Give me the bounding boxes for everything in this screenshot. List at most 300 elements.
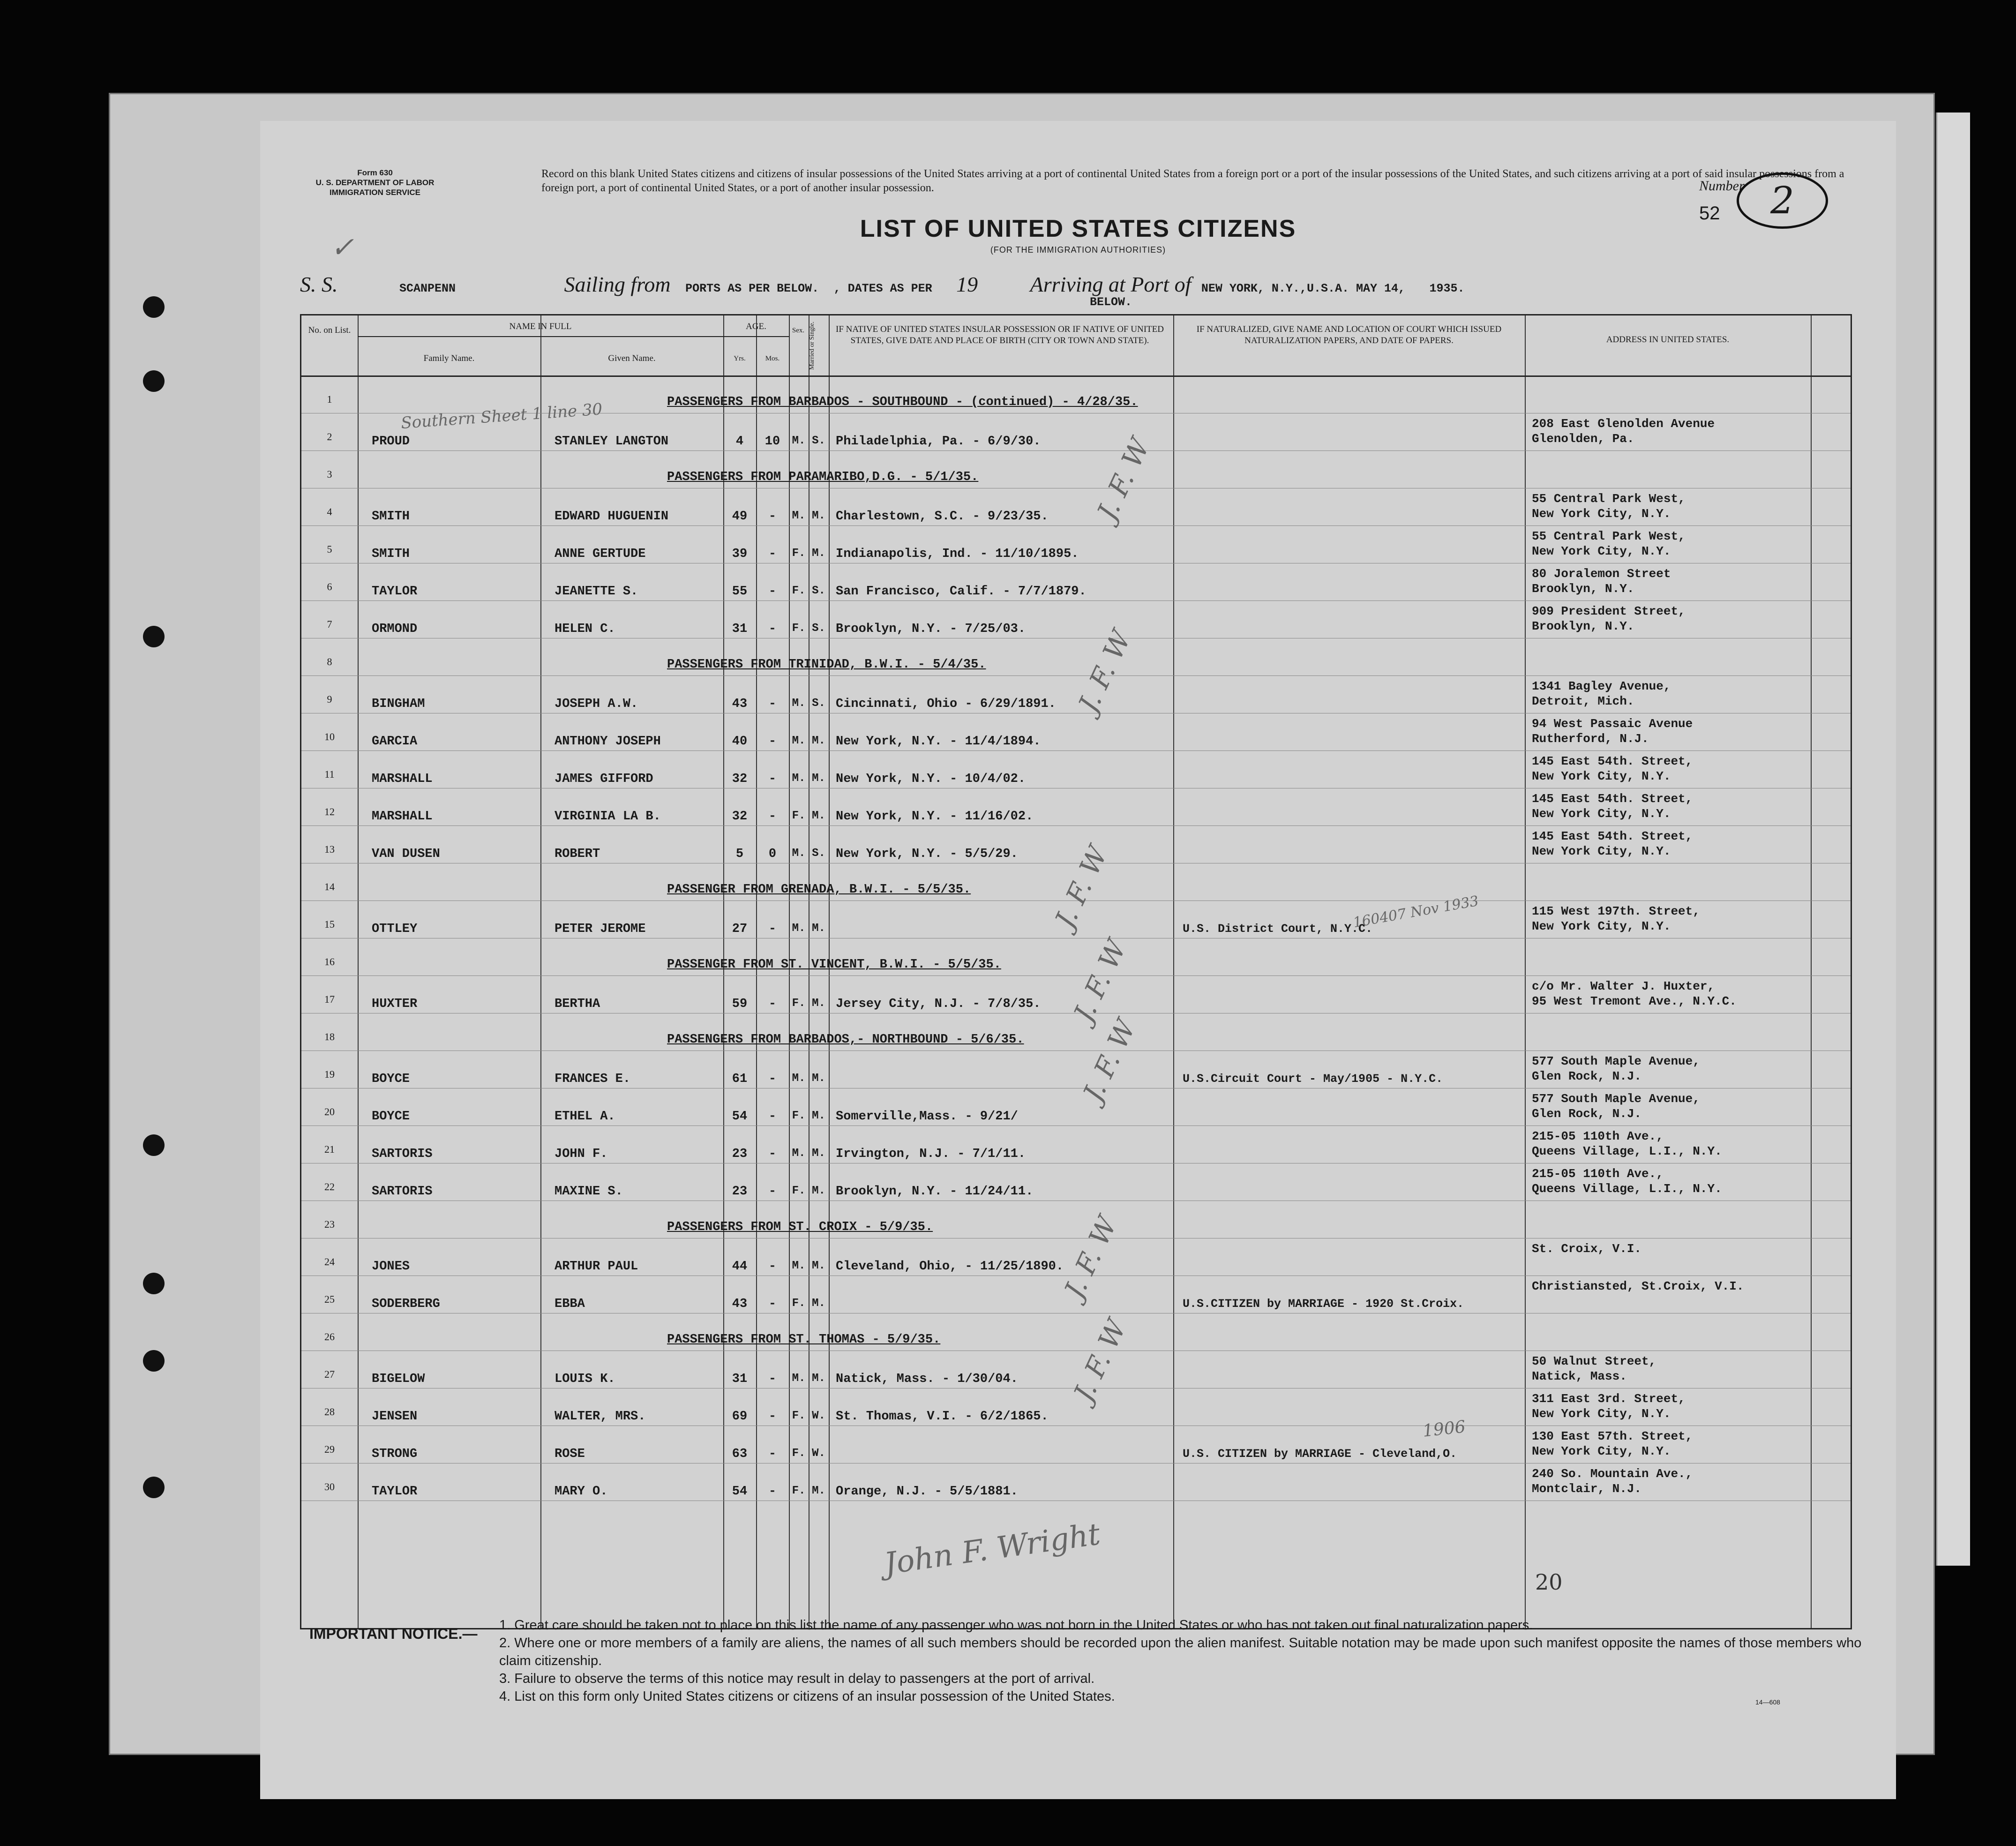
form-code: 14—608 <box>1755 1698 1780 1706</box>
column-rule <box>1173 315 1174 1628</box>
row-number: 30 <box>324 1481 335 1493</box>
family-name: ORMOND <box>372 622 418 636</box>
marital-status: W. <box>812 1447 825 1460</box>
sex: F. <box>792 622 806 635</box>
pencil-initials: J. F. W <box>1067 935 1133 1027</box>
page-subtitle: (FOR THE IMMIGRATION AUTHORITIES) <box>990 245 1166 255</box>
address-line-1: 94 West Passaic Avenue <box>1532 717 1693 731</box>
age-months: - <box>768 1260 777 1274</box>
given-name: EBBA <box>555 1297 585 1311</box>
address-line-1: St. Croix, V.I. <box>1532 1242 1642 1256</box>
family-name: BOYCE <box>372 1072 410 1086</box>
family-name: JONES <box>372 1260 410 1274</box>
age-years: 31 <box>732 622 748 636</box>
row-rule <box>301 525 1851 526</box>
row-number: 26 <box>324 1331 335 1343</box>
column-rule <box>1811 315 1812 1628</box>
given-name: STANLEY LANGTON <box>555 435 669 449</box>
family-name: BINGHAM <box>372 697 425 711</box>
address-line-1: 145 East 54th. Street, <box>1532 829 1693 843</box>
number-circled: 2 <box>1737 173 1828 229</box>
section-heading: PASSENGERS FROM BARBADOS,- NORTHBOUND - 5/6/35. <box>667 1033 1024 1047</box>
pencil-note-row1: Southern Sheet 1 line 30 <box>400 400 603 433</box>
section-heading: PASSENGER FROM GRENADA, B.W.I. - 5/5/35. <box>667 883 971 897</box>
age-months: - <box>768 1297 777 1311</box>
address-line-1: 50 Walnut Street, <box>1532 1354 1656 1368</box>
age-months: - <box>768 697 777 711</box>
row-number: 22 <box>324 1181 335 1193</box>
address-line-2: New York City, N.Y. <box>1532 844 1671 858</box>
marital-status: M. <box>812 922 825 935</box>
family-name: TAYLOR <box>372 1485 418 1499</box>
age-years: 63 <box>732 1447 748 1461</box>
sex: M. <box>792 435 806 447</box>
family-name: GARCIA <box>372 735 418 749</box>
birth-info: Charlestown, S.C. - 9/23/35. <box>836 510 1049 524</box>
page-stamp: 52 <box>1699 203 1720 224</box>
age-years: 32 <box>732 810 748 824</box>
marital-status: M. <box>812 1372 825 1385</box>
row-number: 11 <box>324 768 335 780</box>
birth-info: Brooklyn, N.Y. - 11/24/11. <box>836 1185 1034 1199</box>
row-number: 9 <box>327 693 332 705</box>
sex: F. <box>792 1110 806 1122</box>
adjacent-page-edge <box>1936 113 1970 1566</box>
birth-info: Indianapolis, Ind. - 11/10/1895. <box>836 547 1079 561</box>
family-name: OTTLEY <box>372 922 418 936</box>
sailing-dates: , DATES AS PER <box>833 282 932 295</box>
family-name: SARTORIS <box>372 1185 433 1199</box>
age-months: - <box>768 772 777 786</box>
age-years: 23 <box>732 1147 748 1161</box>
binder-hole <box>143 626 165 647</box>
address-line-1: 909 President Street, <box>1532 604 1686 618</box>
given-name: WALTER, MRS. <box>555 1410 646 1424</box>
given-name: BERTHA <box>555 997 600 1011</box>
form-number: Form 630 <box>357 168 393 177</box>
form-id-block <box>305 168 445 197</box>
address-line-2: Rutherford, N.J. <box>1532 732 1649 746</box>
sailing-from: PORTS AS PER BELOW. <box>685 282 819 295</box>
address-line-1: 130 East 57th. Street, <box>1532 1429 1693 1443</box>
sex: M. <box>792 772 806 785</box>
address-line-1: 311 East 3rd. Street, <box>1532 1392 1686 1406</box>
sex: F. <box>792 547 806 560</box>
birth-info: Orange, N.J. - 5/5/1881. <box>836 1485 1018 1499</box>
address-line-2: New York City, N.Y. <box>1532 507 1671 521</box>
sex: F. <box>792 1485 806 1497</box>
given-name: ROSE <box>555 1447 585 1461</box>
marital-status: M. <box>812 510 825 522</box>
birth-info: Philadelphia, Pa. - 6/9/30. <box>836 435 1041 449</box>
sex: M. <box>792 847 806 860</box>
address-line-2: 95 West Tremont Ave., N.Y.C. <box>1532 994 1737 1008</box>
row-number: 3 <box>327 468 332 480</box>
sex: F. <box>792 585 806 597</box>
pencil-initials: J. F. W <box>1049 841 1114 933</box>
given-name: PETER JEROME <box>555 922 646 936</box>
birth-info: Cleveland, Ohio, - 11/25/1890. <box>836 1260 1064 1274</box>
age-months: - <box>768 1372 777 1386</box>
binder-hole <box>143 1350 165 1372</box>
address-line-2: Queens Village, L.I., N.Y. <box>1532 1182 1722 1196</box>
notice-item: 1. Great care should be taken not to place on this list the name of any passenger who was not born in the United States or who has not taken out final naturalization papers. <box>499 1618 1533 1633</box>
birth-info: San Francisco, Calif. - 7/7/1879. <box>836 585 1087 599</box>
arrival-year: 1935. <box>1429 282 1465 295</box>
number-label: Number <box>1699 178 1745 194</box>
row-number: 21 <box>324 1143 335 1155</box>
age-years: 55 <box>732 585 748 599</box>
marital-status: S. <box>812 622 825 635</box>
marital-status: M. <box>812 772 825 785</box>
row-number: 20 <box>324 1106 335 1118</box>
arrival-port: NEW YORK, N.Y.,U.S.A. MAY 14, <box>1201 282 1405 295</box>
sex: M. <box>792 510 806 522</box>
address-line-2: Glen Rock, N.J. <box>1532 1107 1642 1121</box>
given-name: JAMES GIFFORD <box>555 772 653 786</box>
marital-status: M. <box>812 810 825 822</box>
passenger-table <box>300 314 1852 1629</box>
row-number: 4 <box>327 506 332 518</box>
header-divider <box>301 375 1851 377</box>
birth-info: New York, N.Y. - 5/5/29. <box>836 847 1018 861</box>
section-heading: PASSENGERS FROM TRINIDAD, B.W.I. - 5/4/35. <box>667 658 986 672</box>
marital-status: M. <box>812 1072 825 1085</box>
family-name: BOYCE <box>372 1110 410 1124</box>
age-years: 31 <box>732 1372 748 1386</box>
row-number: 29 <box>324 1443 335 1455</box>
column-rule <box>1525 315 1526 1628</box>
birth-info: New York, N.Y. - 11/16/02. <box>836 810 1034 824</box>
age-months: 0 <box>768 847 777 861</box>
age-months: - <box>768 922 777 936</box>
naturalization-info: U.S.Circuit Court - May/1905 - N.Y.C. <box>1183 1072 1443 1086</box>
marital-status: S. <box>812 435 825 447</box>
sex: F. <box>792 1185 806 1197</box>
sex: F. <box>792 997 806 1010</box>
given-name: ETHEL A. <box>555 1110 615 1124</box>
row-number: 1 <box>327 393 332 405</box>
age-years: 27 <box>732 922 748 936</box>
family-name: JENSEN <box>372 1410 418 1424</box>
age-years: 32 <box>732 772 748 786</box>
family-name: SODERBERG <box>372 1297 440 1311</box>
age-subdivider <box>723 336 789 337</box>
address-line-1: 1341 Bagley Avenue, <box>1532 679 1671 693</box>
naturalization-info: U.S. District Court, N.Y.C. <box>1183 922 1373 936</box>
age-months: - <box>768 1072 777 1086</box>
address-line-1: 577 South Maple Avenue, <box>1532 1092 1700 1106</box>
sex: M. <box>792 697 806 710</box>
age-months: - <box>768 810 777 824</box>
age-years: 43 <box>732 697 748 711</box>
pencil-initials: J. F. W <box>1077 1014 1142 1106</box>
marital-status: M. <box>812 1185 825 1197</box>
row-number: 17 <box>324 993 335 1005</box>
given-name: ROBERT <box>555 847 600 861</box>
row-number: 6 <box>327 581 332 593</box>
age-years: 59 <box>732 997 748 1011</box>
birth-info: Jersey City, N.J. - 7/8/35. <box>836 997 1041 1011</box>
binder-hole <box>143 296 165 318</box>
given-name: MAXINE S. <box>555 1185 623 1199</box>
notice-heading: IMPORTANT NOTICE.— <box>309 1625 478 1642</box>
age-years: 44 <box>732 1260 748 1274</box>
manifest-page <box>260 121 1896 1799</box>
pencil-initials: J. F. W <box>1072 625 1138 717</box>
family-name: SMITH <box>372 510 410 524</box>
marital-status: M. <box>812 1147 825 1160</box>
given-name: FRANCES E. <box>555 1072 631 1086</box>
row-number: 15 <box>324 918 335 930</box>
address-line-2: Detroit, Mich. <box>1532 694 1634 708</box>
col-header-family: Family Name. <box>423 353 475 363</box>
age-years: 4 <box>735 435 744 449</box>
address-line-1: Christiansted, St.Croix, V.I. <box>1532 1279 1744 1293</box>
birth-info: New York, N.Y. - 11/4/1894. <box>836 735 1041 749</box>
sex: F. <box>792 810 806 822</box>
row-number: 24 <box>324 1256 335 1268</box>
age-months: - <box>768 1485 777 1499</box>
notice-item: 2. Where one or more members of a family are aliens, the names of all such members should be recorded upon the alien manifest. Suitable notation may be made upon such manifest opposite the names of those members who claim citizenship. <box>499 1636 1862 1668</box>
birth-info: New York, N.Y. - 10/4/02. <box>836 772 1026 786</box>
marital-status: M. <box>812 735 825 747</box>
col-header-birth: IF NATIVE OF UNITED STATES INSULAR POSSESSION OR IF NATIVE OF UNITED STATES, GIVE DATE AND PLACE OF BIRTH (CITY OR TOWN AND STATE). <box>836 324 1164 345</box>
col-header-mos: Mos. <box>765 355 780 362</box>
section-heading: PASSENGERS FROM BARBADOS - SOUTHBOUND - (continued) - 4/28/35. <box>667 395 1138 409</box>
marital-status: M. <box>812 547 825 560</box>
sex: F. <box>792 1447 806 1460</box>
age-months: - <box>768 547 777 561</box>
column-rule <box>829 315 830 1628</box>
row-number: 18 <box>324 1031 335 1043</box>
column-rule <box>358 315 359 1628</box>
pencil-initials: J. F. W <box>1067 1314 1133 1406</box>
birth-info: Somerville,Mass. - 9/21/ <box>836 1110 1018 1124</box>
address-line-2: Glenolden, Pa. <box>1532 432 1634 446</box>
given-name: ARTHUR PAUL <box>555 1260 638 1274</box>
marital-status: M. <box>812 1110 825 1122</box>
row-number: 16 <box>324 956 335 968</box>
family-name: MARSHALL <box>372 810 433 824</box>
row-number: 14 <box>324 881 335 893</box>
age-months: - <box>768 997 777 1011</box>
name-subdivider <box>358 336 723 337</box>
pencil-check-mark: ✓ <box>330 231 354 264</box>
pencil-note-row15: 160407 Nov 1933 <box>1352 893 1480 931</box>
row-number: 7 <box>327 618 332 630</box>
notice-item: 4. List on this form only United States citizens or citizens of an insular possession of the United States. <box>499 1689 1115 1704</box>
age-months: - <box>768 1185 777 1199</box>
instructions-text: Record on this blank United States citizens and citizens of insular possessions of the United States arriving at a port of continental United States from a foreign port or a port of the insular possessions of the United States, and such citizens arriving at a port of said insular possessions from a foreign port, a port of continental United States, or a port of another insular possession. <box>541 168 1844 194</box>
marital-status: M. <box>812 1485 825 1497</box>
address-line-2: Glen Rock, N.J. <box>1532 1069 1642 1083</box>
birth-info: Irvington, N.J. - 7/1/11. <box>836 1147 1026 1161</box>
address-line-2: Montclair, N.J. <box>1532 1482 1642 1496</box>
age-months: - <box>768 585 777 599</box>
pencil-initials: J. F. W <box>1091 433 1156 525</box>
col-header-sex: Sex. <box>792 327 805 334</box>
col-header-no: No. on List. <box>308 325 351 335</box>
age-months: 10 <box>764 435 780 449</box>
address-line-1: 208 East Glenolden Avenue <box>1532 417 1715 431</box>
section-heading: PASSENGERS FROM ST. THOMAS - 5/9/35. <box>667 1333 941 1347</box>
address-line-1: 115 West 197th. Street, <box>1532 904 1700 918</box>
age-years: 69 <box>732 1410 748 1424</box>
family-name: SARTORIS <box>372 1147 433 1161</box>
address-line-1: 215-05 110th Ave., <box>1532 1167 1664 1181</box>
address-line-2: New York City, N.Y. <box>1532 769 1671 783</box>
age-months: - <box>768 1447 777 1461</box>
given-name: ANTHONY JOSEPH <box>555 735 661 749</box>
age-months: - <box>768 622 777 636</box>
address-line-1: 215-05 110th Ave., <box>1532 1129 1664 1143</box>
row-rule <box>301 600 1851 601</box>
department: U. S. DEPARTMENT OF LABOR <box>315 178 435 187</box>
year-label: 19 <box>956 272 978 296</box>
given-name: HELEN C. <box>555 622 615 636</box>
age-years: 49 <box>732 510 748 524</box>
address-line-2: Brooklyn, N.Y. <box>1532 582 1634 596</box>
sailing-line <box>300 272 1894 297</box>
address-line-1: 577 South Maple Avenue, <box>1532 1054 1700 1068</box>
naturalization-info: U.S. CITIZEN by MARRIAGE - Cleveland,O. <box>1183 1447 1457 1461</box>
age-months: - <box>768 1410 777 1424</box>
given-name: LOUIS K. <box>555 1372 615 1386</box>
age-years: 40 <box>732 735 748 749</box>
given-name: ANNE GERTUDE <box>555 547 646 561</box>
col-header-married: Married or Single. <box>809 321 816 370</box>
address-line-2: Queens Village, L.I., N.Y. <box>1532 1144 1722 1158</box>
col-header-given: Given Name. <box>608 353 656 363</box>
naturalization-info: U.S.CITIZEN by MARRIAGE - 1920 St.Croix. <box>1183 1297 1464 1311</box>
family-name: VAN DUSEN <box>372 847 440 861</box>
arriving-label: Arriving at Port of <box>1030 272 1192 296</box>
col-header-address: ADDRESS IN UNITED STATES. <box>1606 335 1730 345</box>
sex: M. <box>792 1072 806 1085</box>
row-rule <box>301 825 1851 826</box>
family-name: BIGELOW <box>372 1372 425 1386</box>
column-rule <box>540 315 541 1628</box>
birth-info: Brooklyn, N.Y. - 7/25/03. <box>836 622 1026 636</box>
page-title: LIST OF UNITED STATES CITIZENS <box>860 215 1297 242</box>
family-name: PROUD <box>372 435 410 449</box>
row-number: 2 <box>327 431 332 443</box>
birth-info: Natick, Mass. - 1/30/04. <box>836 1372 1018 1386</box>
row-number: 12 <box>324 806 335 818</box>
row-rule <box>301 450 1851 451</box>
row-number: 27 <box>324 1368 335 1380</box>
age-years: 54 <box>732 1485 748 1499</box>
section-heading: PASSENGERS FROM PARAMARIBO,D.G. - 5/1/35. <box>667 470 979 484</box>
age-years: 5 <box>735 847 744 861</box>
sailing-from-label: Sailing from <box>564 272 671 296</box>
row-rule <box>301 675 1851 676</box>
row-number: 25 <box>324 1293 335 1305</box>
family-name: SMITH <box>372 547 410 561</box>
age-months: - <box>768 735 777 749</box>
ss-label: S. S. <box>300 272 338 296</box>
ship-name: SCANPENN <box>399 282 456 295</box>
binder-hole <box>143 1477 165 1498</box>
row-number: 10 <box>324 731 335 743</box>
address-line-2: New York City, N.Y. <box>1532 1444 1671 1458</box>
col-header-name: NAME IN FULL <box>509 322 572 331</box>
age-months: - <box>768 510 777 524</box>
binder-hole <box>143 370 165 392</box>
address-line-2: Natick, Mass. <box>1532 1369 1627 1383</box>
marital-status: M. <box>812 997 825 1010</box>
given-name: MARY O. <box>555 1485 608 1499</box>
family-name: TAYLOR <box>372 585 418 599</box>
address-line-1: 55 Central Park West, <box>1532 529 1686 543</box>
address-line-1: 240 So. Mountain Ave., <box>1532 1467 1693 1481</box>
address-line-2: New York City, N.Y. <box>1532 1407 1671 1421</box>
address-line-2: Brooklyn, N.Y. <box>1532 619 1634 633</box>
sex: M. <box>792 1260 806 1272</box>
page-number: 20 <box>1535 1569 1563 1595</box>
binder-hole <box>143 1134 165 1156</box>
address-line-1: c/o Mr. Walter J. Huxter, <box>1532 979 1715 993</box>
given-name: EDWARD HUGUENIN <box>555 510 669 524</box>
notice-list <box>499 1616 1877 1705</box>
binder-hole <box>143 1273 165 1294</box>
sex: M. <box>792 1147 806 1160</box>
family-name: MARSHALL <box>372 772 433 786</box>
col-header-age: AGE. <box>746 322 766 331</box>
row-number: 13 <box>324 843 335 855</box>
address-line-2: New York City, N.Y. <box>1532 544 1671 558</box>
row-number: 19 <box>324 1068 335 1080</box>
address-line-2: New York City, N.Y. <box>1532 807 1671 821</box>
age-months: - <box>768 1147 777 1161</box>
given-name: VIRGINIA LA B. <box>555 810 661 824</box>
col-header-naturalized: IF NATURALIZED, GIVE NAME AND LOCATION OF COURT WHICH ISSUED NATURALIZATION PAPERS, AND DATE OF PAPERS. <box>1196 324 1502 345</box>
sex: M. <box>792 735 806 747</box>
birth-info: Cincinnati, Ohio - 6/29/1891. <box>836 697 1056 711</box>
sex: M. <box>792 922 806 935</box>
address-line-2: New York City, N.Y. <box>1532 919 1671 933</box>
sex: F. <box>792 1297 806 1310</box>
service: IMMIGRATION SERVICE <box>330 188 420 197</box>
address-line-1: 145 East 54th. Street, <box>1532 792 1693 806</box>
notice-item: 3. Failure to observe the terms of this notice may result in delay to passengers at the port of arrival. <box>499 1671 1095 1686</box>
row-rule <box>301 750 1851 751</box>
pencil-initials: J. F. W <box>1058 1211 1124 1303</box>
age-years: 39 <box>732 547 748 561</box>
marital-status: W. <box>812 1410 825 1422</box>
sailing-dates-below: BELOW. <box>1090 295 1132 309</box>
marital-status: S. <box>812 847 825 860</box>
given-name: JEANETTE S. <box>555 585 638 599</box>
section-heading: PASSENGER FROM ST. VINCENT, B.W.I. - 5/5/35. <box>667 958 1001 972</box>
birth-info: St. Thomas, V.I. - 6/2/1865. <box>836 1410 1049 1424</box>
marital-status: M. <box>812 1297 825 1310</box>
row-number: 5 <box>327 543 332 555</box>
address-line-1: 55 Central Park West, <box>1532 492 1686 506</box>
row-number: 28 <box>324 1406 335 1418</box>
marital-status: S. <box>812 697 825 710</box>
age-years: 61 <box>732 1072 748 1086</box>
age-months: - <box>768 1110 777 1124</box>
age-years: 43 <box>732 1297 748 1311</box>
col-header-yrs: Yrs. <box>734 355 746 362</box>
marital-status: S. <box>812 585 825 597</box>
given-name: JOSEPH A.W. <box>555 697 638 711</box>
address-line-1: 145 East 54th. Street, <box>1532 754 1693 768</box>
family-name: STRONG <box>372 1447 418 1461</box>
signature: John F. Wright <box>882 1517 1102 1582</box>
